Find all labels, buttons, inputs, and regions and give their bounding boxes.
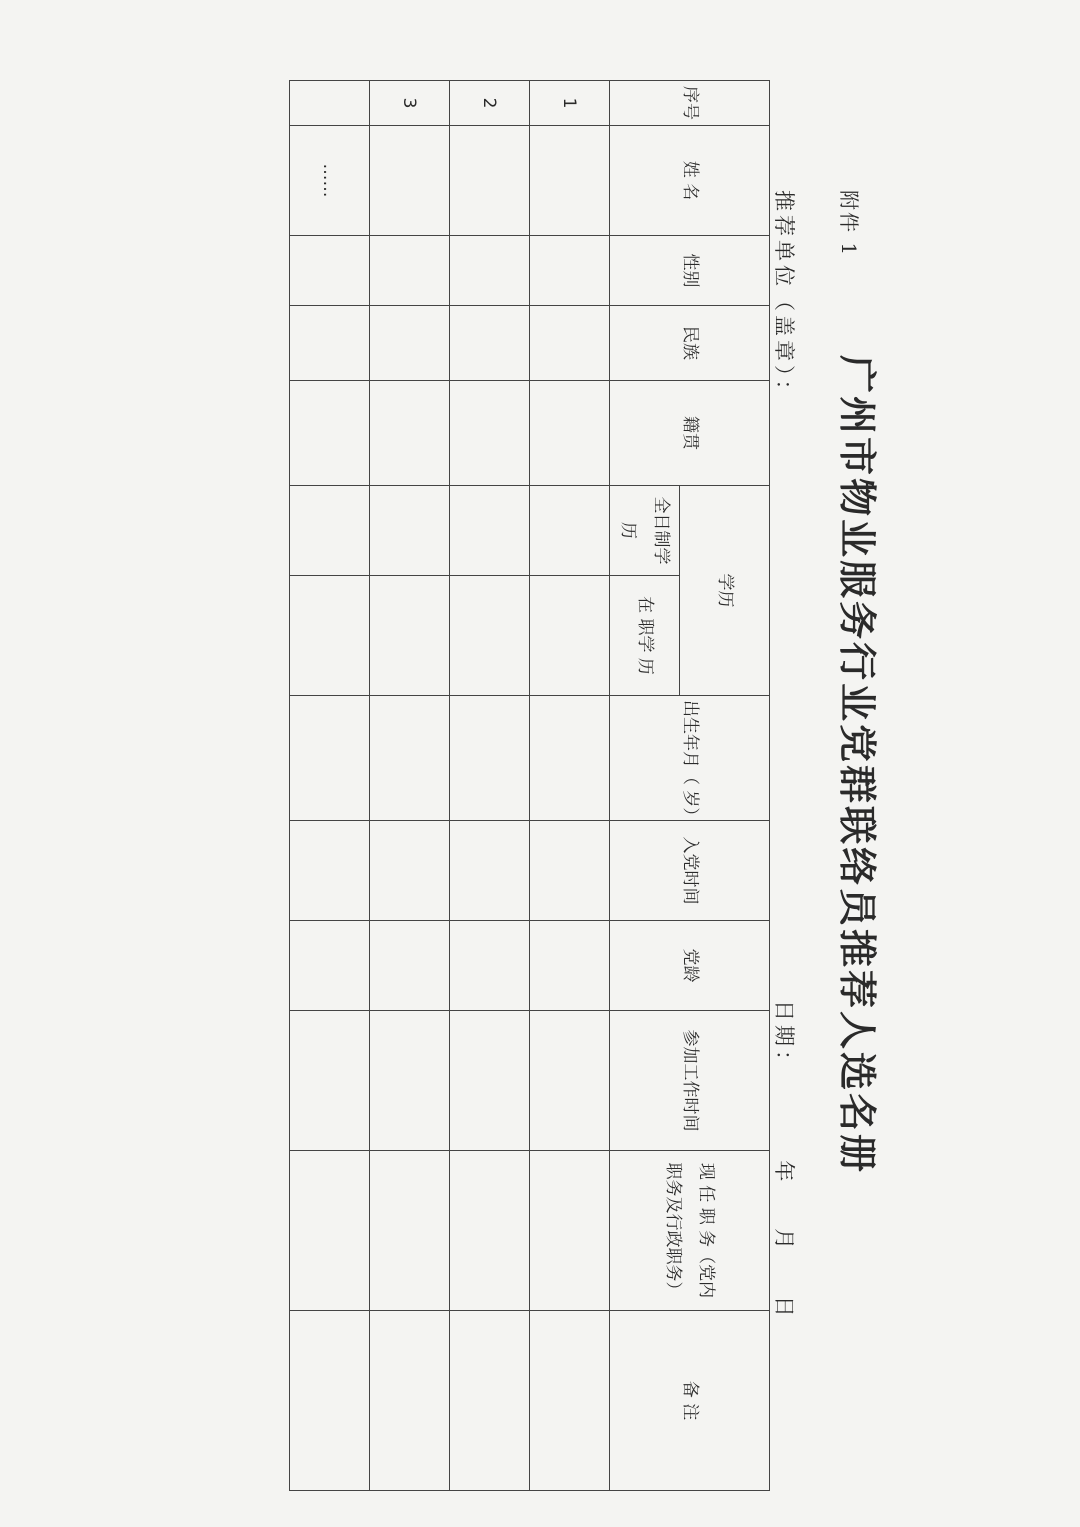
- recommend-unit-label: 推荐单位（盖章）：: [772, 190, 796, 405]
- row-seq: 1: [530, 81, 610, 126]
- header-remarks: 备 注: [610, 1311, 770, 1491]
- date-label: 日期： 年 月 日: [772, 1000, 796, 1321]
- header-name: 姓 名: [610, 126, 770, 236]
- header-seq: 序号: [610, 81, 770, 126]
- header-birth: 出生年月（ 岁）: [610, 696, 770, 821]
- header-inservice-edu: 在 职学 历: [610, 576, 680, 696]
- rotated-document: [20, 60, 900, 1440]
- header-work-start: 参加工作时间: [610, 1011, 770, 1151]
- candidate-table: [289, 80, 770, 1491]
- header-current-post: 现 任 职 务（党内职务及行政职务）: [610, 1151, 770, 1311]
- header-party-age: 党龄: [610, 921, 770, 1011]
- header-party-join: 入党时间: [610, 821, 770, 921]
- table-row: [450, 81, 530, 1491]
- header-fulltime-edu: 全日制学 历: [610, 486, 680, 576]
- row-seq: [290, 81, 370, 126]
- table-row: [370, 81, 450, 1491]
- table-row: [530, 81, 610, 1491]
- header-native-place: 籍贯: [610, 381, 770, 486]
- row-ellipsis: ……: [290, 126, 370, 236]
- attachment-label: 附件 1: [837, 190, 861, 258]
- header-gender: 性别: [610, 236, 770, 306]
- row-seq: 3: [370, 81, 450, 126]
- row-seq: 2: [450, 81, 530, 126]
- table-row: [290, 81, 370, 1491]
- document-title: 广州市物业服务行业党群联络员推荐人选名册: [835, 354, 879, 1175]
- header-ethnicity: 民族: [610, 306, 770, 381]
- header-education: 学历: [680, 486, 770, 696]
